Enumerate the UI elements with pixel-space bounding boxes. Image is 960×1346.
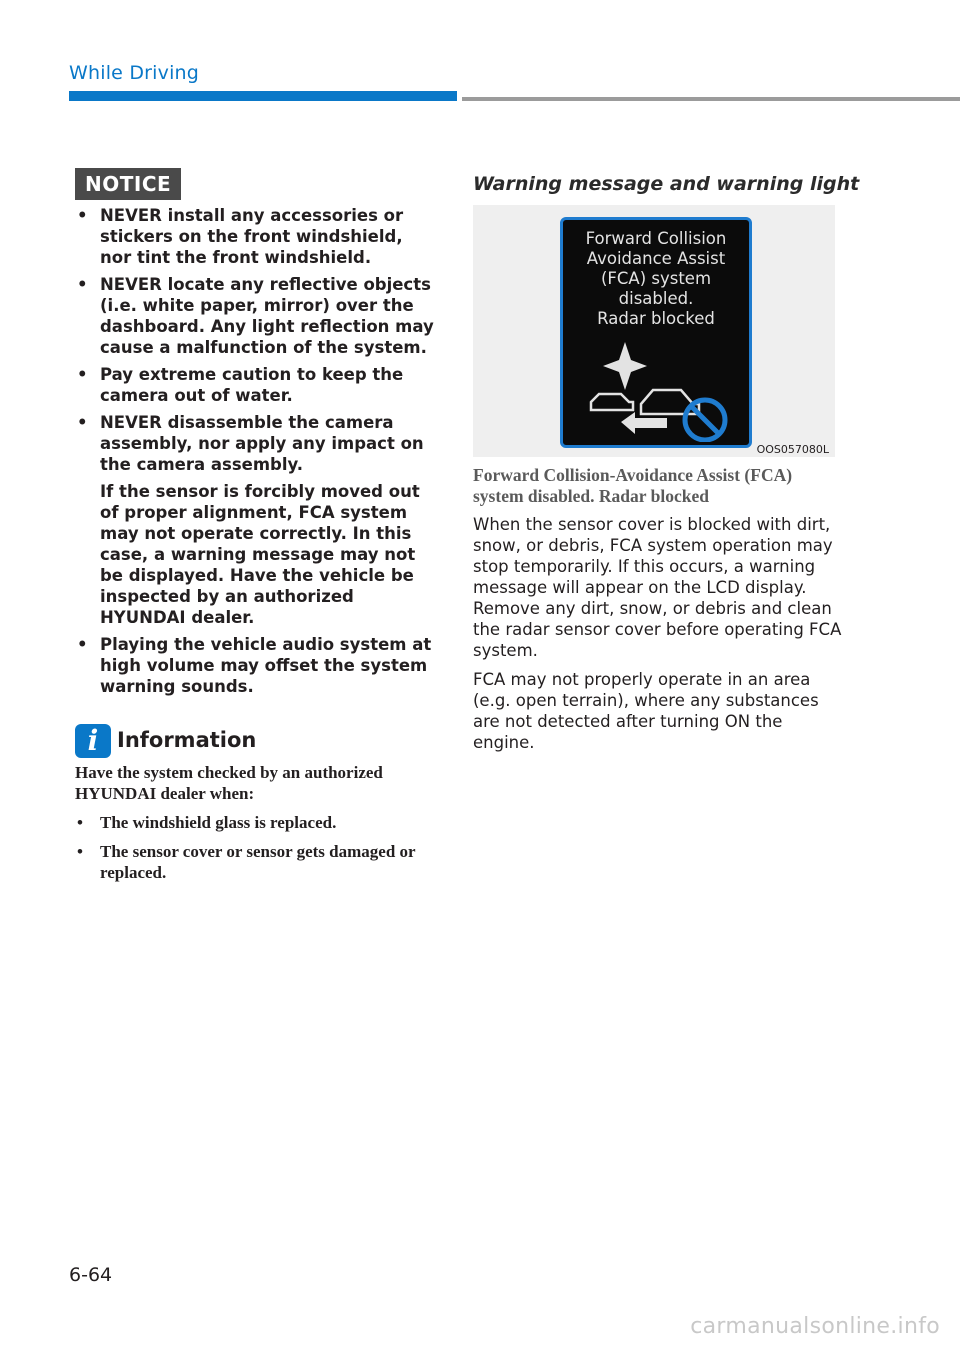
bullet-icon: • — [77, 842, 83, 861]
cluster-display — [560, 217, 752, 448]
information-item — [75, 841, 440, 883]
collision-star-icon — [603, 342, 647, 390]
notice-item-text: Pay extreme caution to keep the camera out of water. — [100, 365, 404, 405]
notice-item — [75, 412, 437, 628]
cluster-message — [563, 229, 749, 329]
bullet-icon: • — [77, 206, 88, 225]
information-list — [75, 812, 440, 883]
information-item — [75, 812, 440, 833]
warning-body — [473, 514, 843, 761]
information-body — [75, 762, 440, 891]
header-rule-blue — [69, 91, 457, 101]
information-item-text: The windshield glass is replaced. — [100, 813, 337, 832]
cluster-message-line: (FCA) system — [600, 269, 712, 288]
cluster-message-line: disabled. — [618, 289, 694, 308]
information-intro: Have the system checked by an authorized HYUNDAI dealer when: — [75, 763, 383, 803]
notice-item-text: NEVER locate any reflective objects (i.e. white paper, mirror) over the dashboard. Any light reflection may cause a malfunction of the system. — [100, 275, 434, 357]
bullet-icon: • — [77, 413, 88, 432]
information-title: Information — [117, 728, 257, 752]
header-rule-gray — [462, 97, 960, 101]
watermark: carmanualsonline.info — [690, 1314, 940, 1339]
notice-badge: NOTICE — [75, 168, 181, 200]
section-title: While Driving — [69, 62, 200, 84]
bullet-icon: • — [77, 275, 88, 294]
notice-item-text: NEVER disassemble the camera assembly, nor apply any impact on the camera assembly. — [100, 413, 424, 474]
cluster-message-line: Avoidance Assist — [586, 249, 726, 268]
bullet-icon: • — [77, 365, 88, 384]
figure-caption: Forward Collision-Avoidance Assist (FCA) system disabled. Radar blocked — [473, 465, 793, 506]
bullet-icon: • — [77, 813, 83, 832]
notice-item — [75, 364, 437, 406]
front-car-icon — [591, 394, 633, 410]
warning-paragraph: FCA may not properly operate in an area (e.g. open terrain), where any substances are not detected after turning ON the engine. — [473, 670, 819, 752]
cluster-message-line: Radar blocked — [597, 309, 715, 328]
notice-list — [75, 205, 437, 703]
figure-code: OOS057080L — [756, 443, 829, 456]
fca-warning-symbol-icon — [563, 338, 749, 442]
info-icon: i — [75, 724, 111, 758]
cluster-message-line: Forward Collision — [585, 229, 727, 248]
page-number: 6-64 — [69, 1264, 113, 1286]
bullet-icon: • — [77, 635, 88, 654]
notice-item — [75, 274, 437, 358]
notice-item — [75, 205, 437, 268]
warning-paragraph: When the sensor cover is blocked with dirt, snow, or debris, FCA system operation may stop temporarily. If this occurs, a warning message will appear on the LCD display. Remove any dirt, snow, or debris and clean the radar sensor cover before operating FCA system. — [473, 515, 842, 660]
notice-item-text: NEVER install any accessories or stickers on the front windshield, nor tint the front windshield. — [100, 206, 404, 267]
warning-section-heading: Warning message and warning light — [473, 173, 860, 195]
information-item-text: The sensor cover or sensor gets damaged or replaced. — [100, 842, 416, 882]
backward-arrow-icon — [621, 412, 667, 434]
notice-item — [75, 634, 437, 697]
warning-figure — [473, 205, 835, 457]
notice-item-text: Playing the vehicle audio system at high volume may offset the system warning sounds. — [100, 635, 432, 696]
notice-item-subtext: If the sensor is forcibly moved out of proper alignment, FCA system may not operate correctly. In this case, a warning message may not be displayed. Have the vehicle be inspected by an authorized HYUNDAI dealer. — [100, 482, 420, 627]
